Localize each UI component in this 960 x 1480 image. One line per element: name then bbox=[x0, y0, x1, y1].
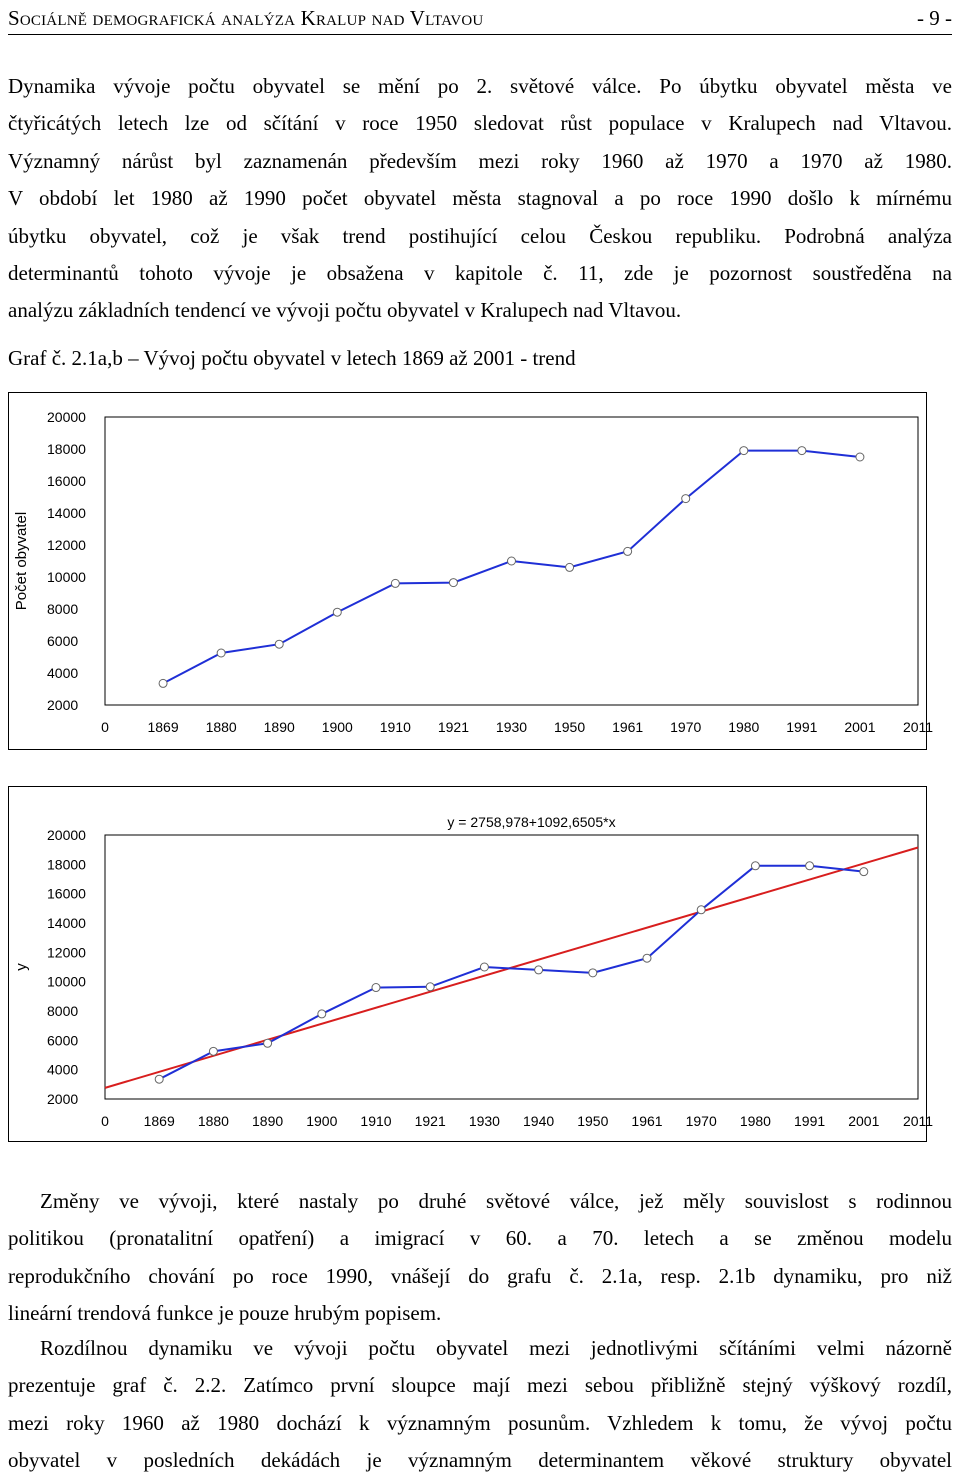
y-tick-label: 16000 bbox=[47, 885, 86, 902]
page-number: - 9 - bbox=[917, 6, 952, 30]
y-tick-label: 10000 bbox=[47, 973, 86, 990]
y-tick-label: 6000 bbox=[47, 633, 79, 649]
paragraph-line: Dynamika vývoje počtu obyvatel se mění po 2. světové válce. Po úbytku obyvatel města ve bbox=[8, 74, 952, 98]
intro-paragraph bbox=[8, 68, 952, 330]
data-point bbox=[798, 447, 806, 455]
data-point bbox=[209, 1047, 217, 1055]
x-tick-label: 1991 bbox=[794, 1113, 826, 1129]
y-axis-label: y bbox=[13, 963, 30, 971]
x-tick-label: 1890 bbox=[252, 1113, 284, 1129]
y-tick-label: 16000 bbox=[47, 473, 86, 489]
y-tick-label: 14000 bbox=[47, 915, 86, 931]
x-tick-label: 1921 bbox=[414, 1113, 446, 1129]
chart-population-trend-svg bbox=[9, 787, 934, 1141]
paragraph-line: obyvatel v posledních dekádách je významným determinantem věkové struktury obyvatel bbox=[8, 1448, 952, 1473]
data-point bbox=[426, 983, 434, 991]
x-tick-label: 1970 bbox=[670, 719, 702, 735]
y-tick-label: 2000 bbox=[47, 1091, 79, 1107]
x-tick-label: 1869 bbox=[147, 719, 179, 735]
x-tick-label: 2011 bbox=[902, 1113, 934, 1129]
chart-population-svg bbox=[9, 393, 934, 749]
paragraph-line: politikou (pronatalitní opatření) a imigrací v 60. a 70. letech a se změnou modelu bbox=[8, 1226, 952, 1251]
data-point bbox=[740, 447, 748, 455]
y-tick-label: 12000 bbox=[47, 537, 86, 553]
paragraph-line: úbytku obyvatel, což je však trend postihující celou Českou republiku. Podrobná analýza bbox=[8, 223, 952, 248]
data-point bbox=[449, 579, 457, 587]
x-tick-label: 1921 bbox=[437, 719, 470, 735]
data-point bbox=[751, 862, 759, 870]
y-tick-label: 18000 bbox=[47, 856, 86, 873]
y-tick-label: 18000 bbox=[47, 441, 86, 457]
data-point bbox=[566, 563, 574, 571]
y-axis-label: Počet obyvatel bbox=[13, 511, 30, 611]
body-paragraph-1 bbox=[8, 1183, 952, 1333]
paragraph-line: mezi roky 1960 až 1980 dochází k významným posunům. Vzhledem k tomu, že vývoj počtu bbox=[8, 1410, 952, 1435]
y-tick-label: 4000 bbox=[47, 665, 79, 681]
x-tick-label: 1880 bbox=[205, 719, 237, 735]
y-tick-label: 6000 bbox=[47, 1032, 79, 1049]
x-tick-label: 1930 bbox=[468, 1113, 500, 1129]
x-tick-label: 1961 bbox=[612, 719, 644, 735]
data-point bbox=[480, 963, 488, 971]
x-tick-label: 2001 bbox=[848, 1113, 880, 1129]
page-header bbox=[8, 4, 952, 35]
y-tick-label: 8000 bbox=[47, 1003, 79, 1019]
data-point bbox=[860, 868, 868, 876]
data-point bbox=[535, 966, 543, 974]
data-point bbox=[217, 649, 225, 657]
series-line bbox=[163, 451, 860, 684]
x-tick-label: 1930 bbox=[495, 719, 528, 735]
paragraph-line: determinantů tohoto vývoje je obsažena v kapitole č. 11, zde je pozornost soustředěna na bbox=[8, 261, 952, 286]
data-point bbox=[318, 1010, 326, 1018]
data-point bbox=[508, 557, 516, 565]
x-tick-label: 1900 bbox=[321, 719, 353, 735]
data-point bbox=[159, 679, 167, 687]
y-tick-label: 8000 bbox=[47, 601, 79, 617]
data-point bbox=[697, 906, 705, 914]
trend-equation: y = 2758,978+1092,6505*x bbox=[447, 814, 616, 830]
data-point bbox=[643, 954, 651, 962]
x-tick-label: 2001 bbox=[844, 719, 876, 735]
y-tick-label: 12000 bbox=[47, 944, 86, 961]
x-tick-label: 2011 bbox=[902, 719, 934, 735]
x-tick-label: 1890 bbox=[263, 719, 295, 735]
data-point bbox=[856, 453, 864, 461]
data-point bbox=[264, 1039, 272, 1047]
data-point bbox=[372, 984, 380, 992]
data-point bbox=[682, 495, 690, 503]
paragraph-line: analýzu základních tendencí ve vývoji počtu obyvatel v Kralupech nad Vltavou. bbox=[8, 298, 682, 323]
x-tick-label: 1869 bbox=[143, 1113, 175, 1129]
x-tick-label: 1980 bbox=[739, 1113, 771, 1129]
data-point bbox=[275, 640, 283, 648]
body-paragraph-2 bbox=[8, 1330, 952, 1480]
paragraph-line: čtyřicátých letech lze od sčítání v roce 1950 sledovat růst populace v Kralupech nad Vltavou. bbox=[8, 111, 952, 136]
x-tick-label: 1880 bbox=[197, 1113, 229, 1129]
y-tick-label: 20000 bbox=[47, 827, 86, 843]
figure-caption: Graf č. 2.1a,b – Vývoj počtu obyvatel v letech 1869 až 2001 - trend bbox=[8, 346, 576, 370]
x-tick-label: 1910 bbox=[379, 719, 411, 735]
x-tick-label: 1910 bbox=[360, 1113, 392, 1129]
y-tick-label: 10000 bbox=[47, 569, 86, 585]
x-tick-label: 1940 bbox=[523, 1113, 555, 1129]
paragraph-line: prezentuje graf č. 2.2. Zatímco první sloupce mají mezi sebou přibližně stejný výškový rozdíl, bbox=[8, 1373, 952, 1398]
y-tick-label: 2000 bbox=[47, 697, 79, 713]
x-tick-label: 1991 bbox=[786, 719, 818, 735]
x-tick-label: 1950 bbox=[553, 719, 586, 735]
paragraph-line: Rozdílnou dynamiku ve vývoji počtu obyvatel mezi jednotlivými sčítáními velmi názorně bbox=[40, 1336, 952, 1360]
x-tick-label: 0 bbox=[101, 719, 109, 735]
y-tick-label: 4000 bbox=[47, 1061, 79, 1078]
data-point bbox=[806, 862, 814, 870]
x-tick-label: 1970 bbox=[685, 1113, 717, 1129]
chart-population-trend bbox=[8, 786, 934, 1142]
paragraph-line: Významný nárůst byl zaznamenán především mezi roky 1960 až 1970 a 1970 až 1980. bbox=[8, 148, 952, 173]
x-tick-label: 1950 bbox=[577, 1113, 609, 1129]
x-tick-label: 0 bbox=[101, 1113, 109, 1129]
data-point bbox=[624, 547, 632, 555]
data-point bbox=[155, 1075, 163, 1083]
y-tick-label: 14000 bbox=[47, 505, 86, 521]
x-tick-label: 1900 bbox=[306, 1113, 338, 1129]
data-point bbox=[333, 608, 341, 616]
data-point bbox=[391, 579, 399, 587]
paragraph-line: lineární trendová funkce je pouze hrubým popisem. bbox=[8, 1301, 442, 1326]
x-tick-label: 1961 bbox=[631, 1113, 663, 1129]
x-tick-label: 1980 bbox=[728, 719, 760, 735]
paragraph-line: V období let 1980 až 1990 počet obyvatel města stagnoval a po roce 1990 došlo k mírnému bbox=[8, 186, 952, 211]
series-line bbox=[159, 866, 864, 1079]
paragraph-line: reprodukčního chování po roce 1990, vnášejí do grafu č. 2.1a, resp. 2.1b dynamiku, pro niž bbox=[8, 1263, 952, 1288]
paragraph-line: Změny ve vývoji, které nastaly po druhé světové válce, jež měly souvislost s rodinnou bbox=[40, 1189, 952, 1213]
chart-population bbox=[8, 392, 934, 750]
document-title: Sociálně demografická analýza Kralup nad Vltavou bbox=[8, 6, 484, 30]
y-tick-label: 20000 bbox=[47, 409, 86, 425]
data-point bbox=[589, 969, 597, 977]
